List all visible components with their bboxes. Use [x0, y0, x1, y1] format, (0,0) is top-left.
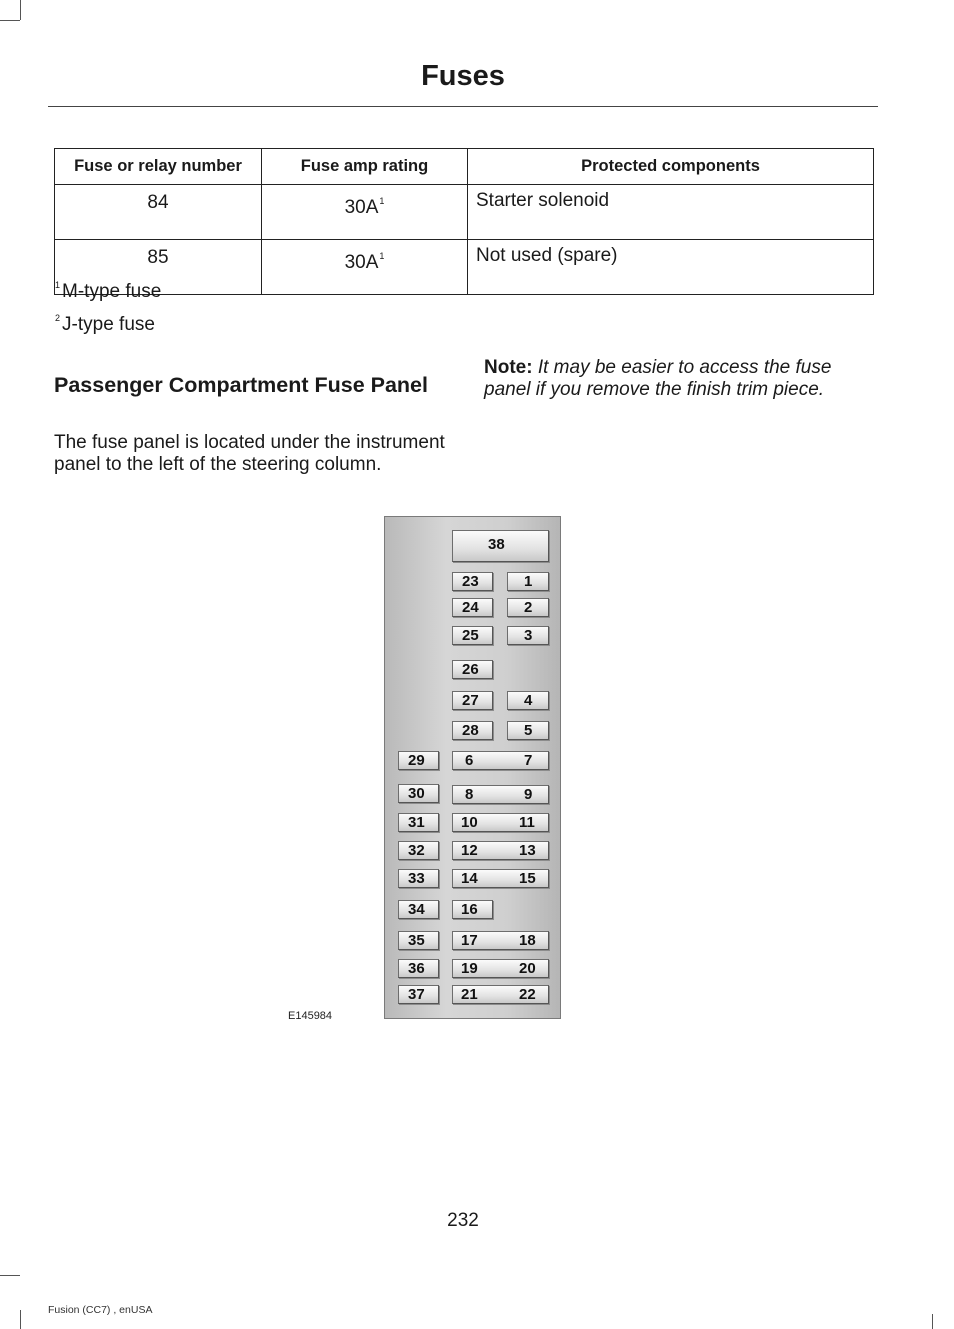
fuse-10-11: 10 11 [452, 813, 549, 832]
table-header-row [55, 149, 874, 185]
fuse-16: 16 [452, 900, 493, 919]
fuse-35: 35 [398, 931, 439, 950]
fuse-19-20: 19 20 [452, 959, 549, 978]
fuse-23: 23 [452, 572, 493, 591]
fuse-31: 31 [398, 813, 439, 832]
fuse-37: 37 [398, 985, 439, 1004]
fuse-26: 26 [452, 660, 493, 679]
footnote-ref: 1 [379, 196, 385, 206]
fuse-27: 27 [452, 691, 493, 710]
component-cell: Starter solenoid [468, 185, 874, 240]
component-cell: Not used (spare) [468, 240, 874, 295]
fuse-number-cell: 85 [55, 240, 262, 295]
footnote-mark: 1 [55, 280, 61, 290]
fuse-36: 36 [398, 959, 439, 978]
footnote [54, 314, 155, 336]
fuse-12-13: 12 13 [452, 841, 549, 860]
fuse-24: 24 [452, 598, 493, 617]
crop-mark [0, 20, 20, 21]
amp-rating-value: 30A [344, 252, 379, 273]
note-text: It may be easier to access the fuse panel if you remove the finish trim piece. [484, 357, 832, 400]
column-header: Fuse amp rating [262, 149, 468, 185]
fuse-29: 29 [398, 751, 439, 770]
amp-rating-cell [262, 185, 468, 240]
fuse-21-22: 21 22 [452, 985, 549, 1004]
column-header: Protected components [468, 149, 874, 185]
fuse-4: 4 [507, 691, 549, 710]
title-rule [48, 106, 878, 107]
column-header: Fuse or relay number [55, 149, 262, 185]
fuse-2: 2 [507, 598, 549, 617]
table-row [55, 240, 874, 295]
note-label: Note: [484, 357, 533, 378]
fuse-8-9: 8 9 [452, 785, 549, 804]
amp-rating-cell [262, 240, 468, 295]
fuse-3: 3 [507, 626, 549, 645]
fuse-number-cell: 84 [55, 185, 262, 240]
footnote-text: J-type fuse [62, 314, 155, 335]
fuse-30: 30 [398, 784, 439, 803]
section-body: The fuse panel is located under the instrument panel to the left of the steering column. [54, 432, 445, 475]
fuse-6-7: 6 7 [452, 751, 549, 770]
doc-footer: Fusion (CC7) , enUSA [48, 1304, 153, 1316]
crop-mark [20, 0, 21, 20]
fuse-28: 28 [452, 721, 493, 740]
amp-rating-value: 30A [344, 197, 379, 218]
fuse-34: 34 [398, 900, 439, 919]
footnote-mark: 2 [55, 313, 61, 323]
page-title: Fuses [421, 60, 505, 92]
page-number: 232 [447, 1210, 479, 1231]
crop-mark [0, 1275, 20, 1276]
figure-id: E145984 [288, 1010, 333, 1022]
crop-mark [20, 1310, 21, 1329]
fuse-33: 33 [398, 869, 439, 888]
table-row [55, 185, 874, 240]
note [484, 357, 874, 401]
footnote-text: M-type fuse [62, 281, 162, 302]
fuse-38: 38 [452, 530, 549, 562]
fuse-14-15: 14 15 [452, 869, 549, 888]
fuse-32: 32 [398, 841, 439, 860]
crop-mark [932, 1314, 933, 1329]
fuse-table [54, 148, 874, 295]
fuse-17-18: 17 18 [452, 931, 549, 950]
fuse-25: 25 [452, 626, 493, 645]
footnote-ref: 1 [379, 251, 385, 261]
fuse-5: 5 [507, 721, 549, 740]
section-heading: Passenger Compartment Fuse Panel [54, 373, 428, 397]
footnote [54, 281, 161, 303]
fuse-panel-diagram [384, 516, 561, 1019]
fuse-1: 1 [507, 572, 549, 591]
